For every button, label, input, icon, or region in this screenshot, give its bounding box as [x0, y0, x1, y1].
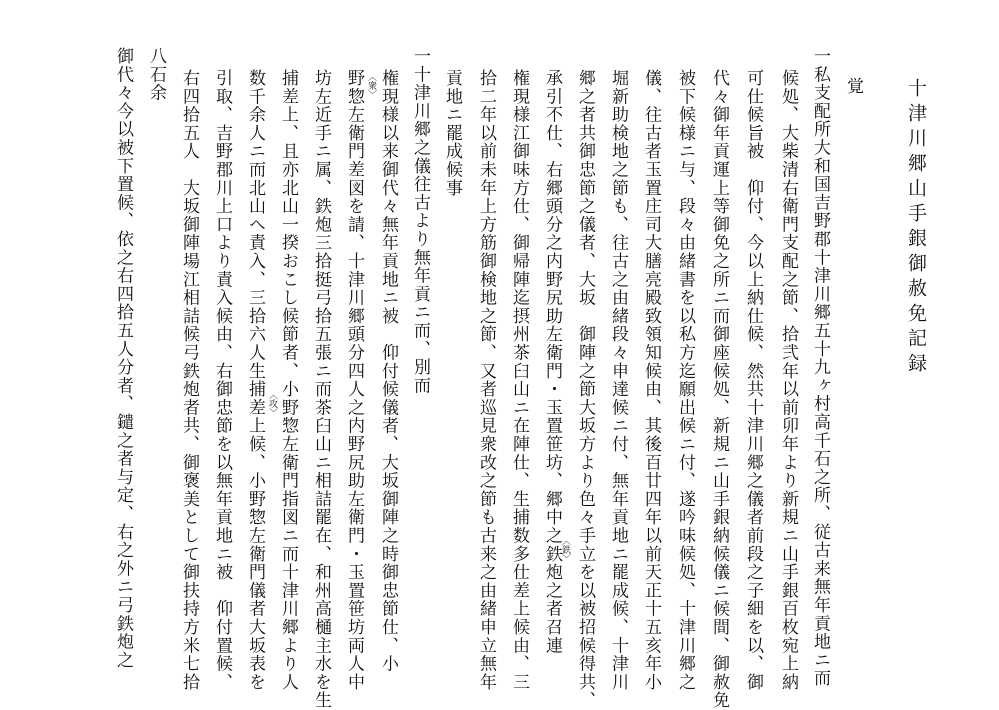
- annotation: 〈衆〉: [366, 72, 376, 99]
- text-line: 儀、往古者玉置庄司大膳亮殿致領知候由、其後百廿四年以前天正十五亥年小: [641, 69, 661, 692]
- text-line: 数千余人ニ而北山へ責入、三拾六人生捕差上候、小野惣左衛門儀者大坂表を: [245, 69, 265, 692]
- text-line: 八石余: [146, 47, 166, 102]
- heading: 覚: [843, 77, 863, 96]
- text-line: 引取、吉野郡川上口より責入候由、右御忠節を以無年貢地ニ被 仰付置候、: [212, 69, 232, 692]
- text-line: 被下候様ニ与、段々由緒書を以私方迄願出候ニ付、遂吟味候処、十津川郷之: [675, 69, 695, 692]
- text-line: 右四拾五人 大坂御陣場江相詰候弓鉄炮者共、御褒美として御扶持方米七拾: [179, 69, 199, 692]
- text-line: 一私支配所大和国吉野郡十津川郷五十九ヶ村高千石之所、従古来無年貢地ニ而: [810, 47, 830, 688]
- text-line: 捕差上、且亦北山一揆おこし候節者、小野惣左衛門指図ニ而十津川郷より人: [278, 69, 298, 692]
- text-line: 郷之者共御忠節之儀者、大坂 御陣之節大坂方より色々手立を以被招候得共、: [575, 69, 595, 710]
- text-line: 貢地ニ罷成候事: [442, 69, 462, 198]
- text-line: 一十津川郷之儀往古より無年貢ニ而、別而: [410, 47, 430, 395]
- annotation: 〈攻〉: [267, 390, 277, 417]
- text-line: 坊左近手ニ属、鉄炮三拾挺弓拾五張ニ而茶臼山ニ相詰罷在、和州高樋主水を生: [311, 69, 331, 710]
- text-line: 野惣左衛門差図を請、十津川郷頭分四人之内野尻助左衛門・玉置笹坊両人中: [344, 69, 364, 692]
- text-line: 権現様以来御代々無年貢地ニ被 仰付候儀者、大坂御陣之時御忠節仕、小: [378, 69, 398, 673]
- annotation: 〈鉄〉: [560, 536, 570, 563]
- document-title: 十津川郷山手銀御赦免記録: [905, 78, 927, 378]
- text-line: 代々御年貢運上等御免之所ニ而御座候処、新規ニ山手銀納候儀ニ候間、御赦免: [709, 69, 729, 710]
- text-line: 承引不仕、右郷頭分之内野尻助左衛門・玉置笹坊、郷中之鉄炮之者召連: [542, 69, 562, 655]
- text-line: 権現様江御味方仕、御帰陣迄摂州茶臼山ニ在陣仕、生捕数多仕差上候由、三: [509, 69, 529, 692]
- text-line: 御代々今以被下置候、依之右四拾五人分者、鑓之者与定、右之外ニ弓鉄炮之: [113, 47, 133, 670]
- text-line: 拾二年以前未年上方筋御検地之節、又者巡見衆改之節も古来之由緒申立無年: [476, 69, 496, 692]
- text-line: 候処、大柴清右衛門支配之節、拾弐年以前卯年より新規ニ山手銀百枚宛上納: [778, 69, 798, 692]
- text-line: 堀新助検地之節も、往古之由緒段々申達候ニ付、無年貢地ニ罷成候、十津川: [608, 69, 628, 692]
- text-line: 可仕候旨被 仰付、今以上納仕候、然共十津川郷之儀者前段之子細を以、御: [743, 69, 763, 692]
